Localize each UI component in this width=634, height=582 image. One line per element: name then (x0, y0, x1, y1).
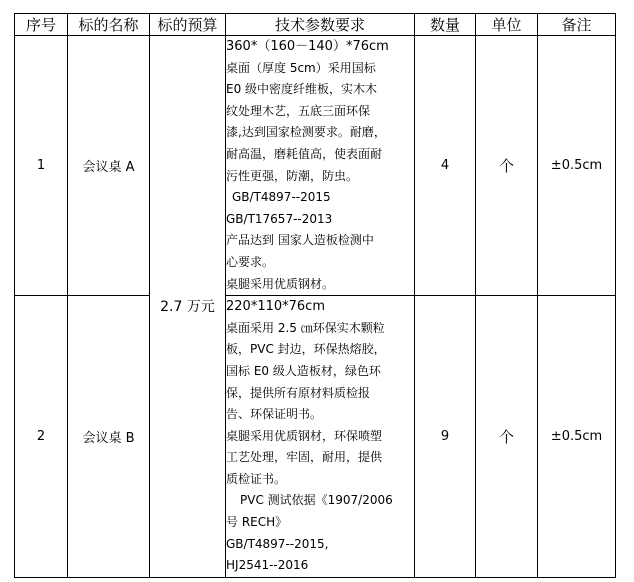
req-line: 板，PVC 封边，环保热熔胶， (226, 342, 386, 357)
table-row (15, 296, 616, 578)
requirements-cell (226, 296, 415, 578)
row-note: ±0.5cm (538, 296, 616, 578)
req-line: 桌面采用 2.5 ㎝环保实木颗粒 (226, 320, 385, 335)
row-index: 1 (15, 36, 68, 296)
req-line: 耐高温，磨耗值高，使表面耐 (226, 146, 383, 161)
req-line: 告、环保证明书。 (226, 407, 323, 422)
budget-cell: 2.7 万元 (150, 36, 226, 578)
header-name: 标的名称 (68, 14, 150, 36)
row-note: ±0.5cm (538, 36, 616, 296)
req-line: 保，提供所有原材料质检报 (226, 385, 371, 400)
req-line: 产品达到 国家人造板检测中 (226, 233, 374, 248)
req-line: 质检证书。 (226, 471, 287, 486)
req-line: GB/T17657--2013 (226, 211, 333, 226)
req-line: 心要求。 (226, 254, 275, 269)
header-budget: 标的预算 (150, 14, 226, 36)
row-name: 会议桌 A (68, 36, 150, 296)
header-requirements: 技术参数要求 (226, 14, 415, 36)
header-index: 序号 (15, 14, 68, 36)
row-quantity: 4 (415, 36, 476, 296)
req-line: 国标 E0 级人造板材，绿色环 (226, 363, 381, 378)
row-unit: 个 (476, 36, 538, 296)
header-row (15, 14, 616, 36)
req-line: PVC 测试依据《1907/2006 (240, 493, 393, 508)
row-name: 会议桌 B (68, 296, 150, 578)
header-quantity: 数量 (415, 14, 476, 36)
table-row (15, 36, 616, 296)
row-index: 2 (15, 296, 68, 578)
row-quantity: 9 (415, 296, 476, 578)
header-unit: 单位 (476, 14, 538, 36)
req-line: 漆,达到国家检测要求。耐磨， (226, 125, 386, 140)
req-line: E0 级中密度纤维板，实木木 (226, 82, 378, 97)
requirements-cell (226, 36, 415, 296)
req-line: 污性更强，防潮，防虫。 (226, 168, 359, 183)
procurement-spec-table (14, 13, 616, 578)
req-line: 220*110*76cm (226, 299, 325, 315)
row-unit: 个 (476, 296, 538, 578)
req-line: HJ2541--2016 (226, 558, 309, 573)
header-note: 备注 (538, 14, 616, 36)
req-line: 号 RECH》 (226, 515, 288, 530)
req-line: 360*（160－140）*76cm (226, 39, 389, 54)
req-line: 桌腿采用优质钢材，环保喷塑 (226, 428, 383, 443)
req-line: 桌面（厚度 5cm）采用国标 (226, 60, 376, 75)
req-line: GB/T4897--2015 (232, 190, 331, 205)
req-line: 工艺处理，牢固，耐用，提供 (226, 450, 383, 465)
req-line: 纹处理木艺，五底三面环保 (226, 103, 371, 118)
req-line: GB/T4897--2015, (226, 536, 329, 551)
req-line: 桌腿采用优质钢材。 (226, 276, 335, 291)
